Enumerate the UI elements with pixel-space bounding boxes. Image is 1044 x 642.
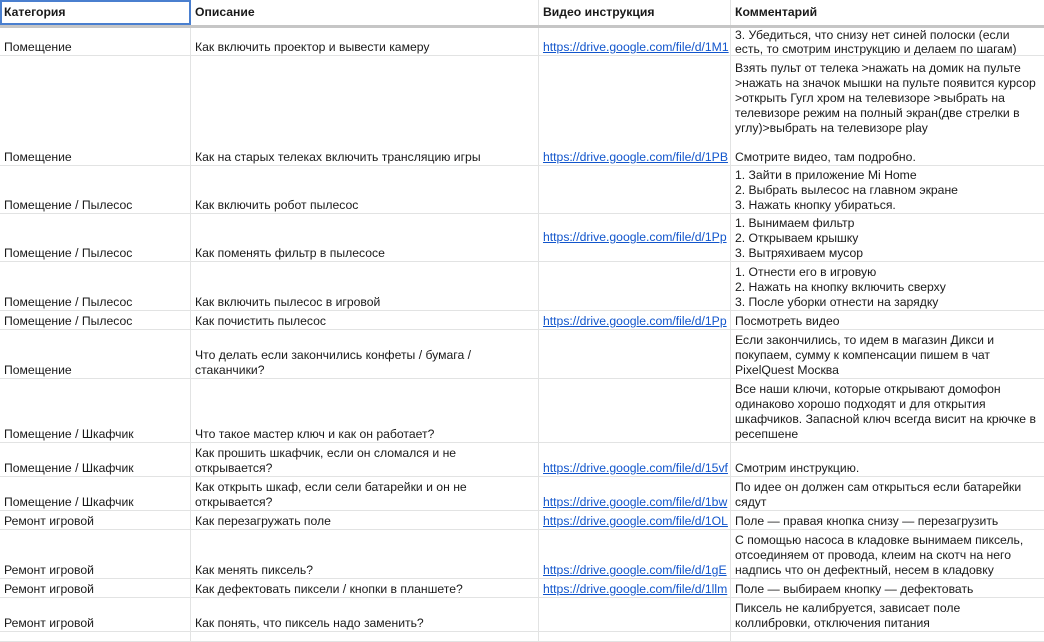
video-cell[interactable] [539,262,731,310]
comment-spacer [735,136,1042,150]
comment-line: 2. Открываем крышку [735,231,859,245]
description-cell[interactable]: Как дефектовать пиксели / кнопки в планшете? [191,579,539,597]
comment-line: 3. Убедиться, что снизу нет синей полоски (если [735,28,1010,42]
comment-line: По идее он должен сам открыться если батарейки [735,480,1022,494]
category-cell[interactable]: Помещение / Шкафчик [0,379,191,442]
video-cell[interactable] [539,598,731,631]
video-link[interactable]: https://drive.google.com/file/d/1gE [543,563,727,577]
comment-line: Взять пульт от телека >нажать на домик на пульте [735,61,1021,75]
comment-line: отсоединяем от провода, клеим на скотч на него [735,548,1011,562]
header-row [0,0,1044,28]
comment-line: Поле — правая кнопка снизу — перезагрузить [735,514,999,528]
video-cell[interactable] [539,379,731,442]
comment-cell[interactable] [731,56,1044,165]
comment-cell[interactable] [731,379,1044,442]
category-cell[interactable] [0,632,191,641]
comment-line: С помощью насоса в кладовке вынимаем пиксель, [735,533,1024,547]
comment-line: покупаем, сумму к компенсации пишем в чат [735,348,991,362]
header-category[interactable]: Категория [0,0,191,25]
comment-line: углу)>выбрать на телевизоре play [735,121,928,135]
description-line: стаканчики? [195,363,265,377]
description-line: Как открыть шкаф, если сели батарейки и он не [195,480,467,494]
description-cell[interactable]: Как включить проектор и вывести камеру [191,28,539,55]
table-row [0,28,1044,56]
comment-line: 1. Вынимаем фильтр [735,216,855,230]
comment-line: 1. Зайти в приложение Mi Home [735,168,917,182]
comment-cell[interactable] [731,477,1044,510]
comment-line: телевизоре режим на полный экран(две стрелки в [735,106,1020,120]
video-cell[interactable] [539,56,731,165]
video-link[interactable]: https://drive.google.com/file/d/1OL [543,514,728,528]
comment-line: >нажать на значок мышки на пульте появится курсор [735,76,1036,90]
category-cell[interactable]: Помещение / Пылесос [0,214,191,261]
comment-line: >открыть Гугл хром на телевизоре >выбрать на [735,91,1005,105]
comment-line: PixelQuest Москва [735,363,839,377]
comment-line: 1. Отнести его в игровую [735,265,877,279]
table-row [0,443,1044,477]
description-line: открывается? [195,495,273,509]
video-cell[interactable] [539,477,731,510]
category-cell[interactable]: Ремонт игровой [0,511,191,529]
video-link[interactable]: https://drive.google.com/file/d/1llm [543,582,728,596]
comment-line: есть, то смотрим инструкцию и делаем по шагам) [735,41,1017,55]
category-cell[interactable]: Помещение [0,28,191,55]
comment-line: Смотрите видео, там подробно. [735,150,916,164]
description-line: Как прошить шкафчик, если он сломался и не [195,446,457,460]
description-cell[interactable]: Как включить робот пылесос [191,166,539,213]
table-row [0,379,1044,443]
comment-cell[interactable] [731,311,1044,329]
table-row [0,632,1044,642]
comment-cell[interactable] [731,579,1044,597]
comment-line: Смотрим инструкцию. [735,461,860,475]
category-cell[interactable]: Помещение [0,56,191,165]
table-row [0,530,1044,579]
header-video[interactable]: Видео инструкция [539,0,731,25]
video-cell[interactable] [539,530,731,578]
comment-line: 3. Нажать кнопку убираться. [735,198,896,212]
comment-line: шкафчиков. Запасной ключ всегда висит на крючке в [735,412,1036,426]
description-line: открывается? [195,461,273,475]
comment-cell[interactable] [731,598,1044,631]
category-cell[interactable]: Помещение / Шкафчик [0,443,191,476]
description-cell[interactable] [191,443,539,476]
category-cell[interactable]: Ремонт игровой [0,579,191,597]
video-link[interactable]: https://drive.google.com/file/d/1Pp [543,230,727,244]
video-link[interactable]: https://drive.google.com/file/d/1PB [543,150,728,164]
video-link[interactable]: https://drive.google.com/file/d/1Pp [543,314,727,328]
comment-line: ресепшене [735,427,799,441]
table-row [0,166,1044,214]
description-cell[interactable]: Как понять, что пиксель надо заменить? [191,598,539,631]
comment-line: Поле — выбираем кнопку — дефектовать [735,582,974,596]
description-cell[interactable]: Как перезагружать поле [191,511,539,529]
video-cell[interactable] [539,443,731,476]
video-cell[interactable] [539,166,731,213]
description-line: Что делать если закончились конфеты / бумага / [195,348,472,362]
comment-line: 3. После уборки отнести на зарядку [735,295,939,309]
header-description[interactable]: Описание [191,0,539,25]
description-cell[interactable]: Что такое мастер ключ и как он работает? [191,379,539,442]
description-cell[interactable]: Как включить пылесос в игровой [191,262,539,310]
description-cell[interactable]: Как на старых телеках включить трансляцию игры [191,56,539,165]
description-cell[interactable] [191,632,539,641]
description-cell[interactable] [191,477,539,510]
video-cell[interactable] [539,214,731,261]
video-link[interactable]: https://drive.google.com/file/d/1M1 [543,40,729,54]
table-row [0,214,1044,262]
comment-cell[interactable] [731,330,1044,378]
comment-line: 3. Вытряхиваем мусор [735,246,864,260]
comment-line: 2. Выбрать вылесос на главном экране [735,183,958,197]
table-row [0,262,1044,311]
table-row [0,477,1044,511]
category-cell[interactable]: Ремонт игровой [0,530,191,578]
video-cell[interactable] [539,28,731,55]
comment-line: Пиксель не калибруется, зависает поле [735,601,961,615]
table-row [0,330,1044,379]
table-row [0,598,1044,632]
comment-line: коллибровки, отключения питания [735,616,930,630]
video-cell[interactable] [539,511,731,529]
category-cell[interactable]: Помещение / Пылесос [0,166,191,213]
video-cell[interactable] [539,311,731,329]
table-row [0,56,1044,166]
comment-cell[interactable] [731,511,1044,529]
comment-cell[interactable] [731,632,1044,641]
description-cell[interactable]: Как поменять фильтр в пылесосе [191,214,539,261]
category-cell[interactable]: Помещение / Пылесос [0,262,191,310]
description-cell[interactable]: Как почистить пылесос [191,311,539,329]
table-row [0,579,1044,598]
category-cell[interactable]: Помещение / Пылесос [0,311,191,329]
comment-line: сядут [735,495,767,509]
video-cell[interactable] [539,579,731,597]
header-comment[interactable]: Комментарий [735,5,818,19]
video-cell[interactable] [539,632,731,641]
category-cell[interactable]: Помещение [0,330,191,378]
description-cell[interactable]: Как менять пиксель? [191,530,539,578]
category-cell[interactable]: Ремонт игровой [0,598,191,631]
table-row [0,311,1044,330]
description-cell[interactable] [191,330,539,378]
comment-cell[interactable] [731,530,1044,578]
comment-line: Если закончились, то идем в магазин Дикси и [735,333,995,347]
comment-cell[interactable] [731,262,1044,310]
comment-cell[interactable] [731,28,1044,55]
table-row [0,511,1044,530]
comment-cell[interactable] [731,443,1044,476]
comment-line: Посмотреть видео [735,314,840,328]
comment-line: Все наши ключи, которые открывают домофон [735,382,1001,396]
video-link[interactable]: https://drive.google.com/file/d/15vf [543,461,728,475]
comment-line: надпись что он дефектный, несем в кладовку [735,563,994,577]
comment-line: одинаково хорошо подходят и для открытия [735,397,986,411]
video-cell[interactable] [539,330,731,378]
comment-cell[interactable] [731,166,1044,213]
category-cell[interactable]: Помещение / Шкафчик [0,477,191,510]
comment-cell[interactable] [731,214,1044,261]
comment-line: 2. Нажать на кнопку включить сверху [735,280,946,294]
video-link[interactable]: https://drive.google.com/file/d/1bw [543,495,728,509]
